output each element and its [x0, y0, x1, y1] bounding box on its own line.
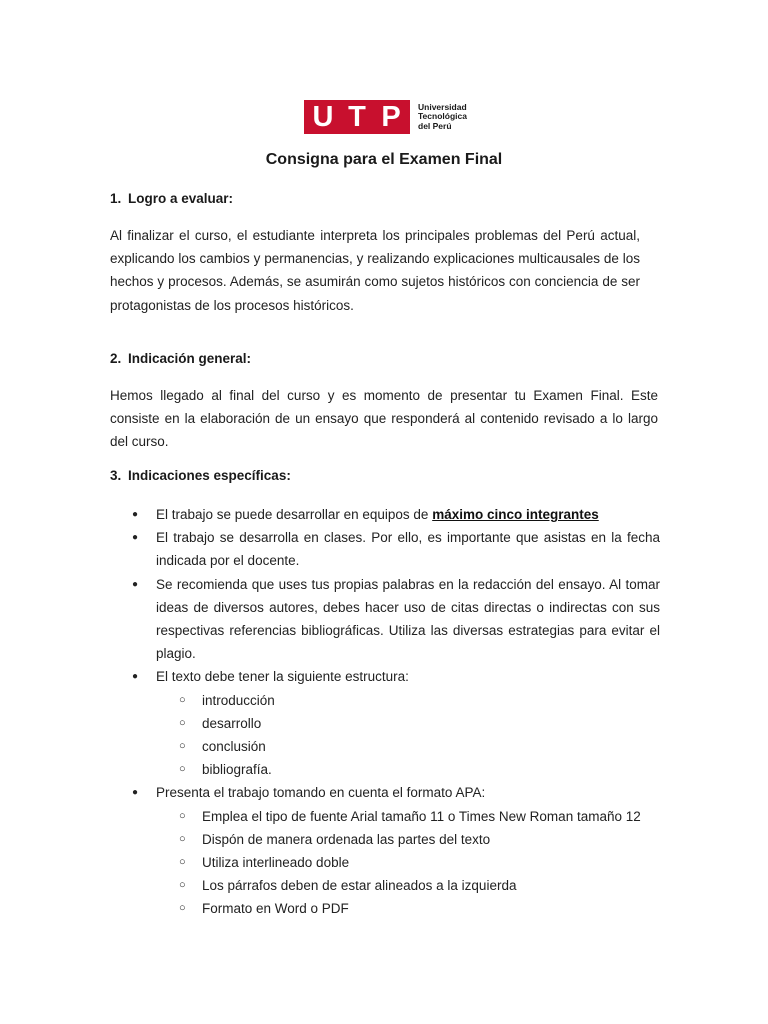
section-2-title: Indicación general: — [128, 351, 252, 366]
sub-list-item-text: conclusión — [202, 739, 266, 755]
bullet-icon: ● — [132, 671, 139, 683]
logo-line-3: del Perú — [418, 120, 452, 131]
circle-bullet-icon: ○ — [179, 763, 186, 776]
section-2-number: 2. — [110, 351, 122, 366]
logo-letter-p: P — [381, 101, 401, 133]
section-1-number: 1. — [110, 191, 122, 206]
sub-list-item-text: Utiliza interlineado doble — [202, 855, 350, 871]
section-3-number: 3. — [110, 468, 122, 483]
list-item — [110, 781, 660, 804]
logo-letter-t: T — [348, 101, 366, 133]
sub-list-item — [110, 828, 660, 851]
bullet-icon: ● — [132, 578, 139, 590]
section-3-heading — [110, 467, 291, 485]
section-2-paragraph: Hemos llegado al final del curso y es momento de presentar tu Examen Final. Este consiste en la elaboración de un ensayo que responderá al contenido revisado a lo largo del curso. — [110, 388, 658, 450]
circle-bullet-icon: ○ — [179, 902, 186, 915]
sub-list-item — [110, 689, 660, 712]
circle-bullet-icon: ○ — [179, 693, 186, 706]
sub-list-item — [110, 712, 660, 735]
list-item — [110, 573, 660, 666]
logo-letter-u: U — [312, 101, 334, 133]
utp-logo — [304, 100, 467, 134]
circle-bullet-icon: ○ — [179, 740, 186, 753]
list-item-text: Se recomienda que uses tus propias palabras en la redacción del ensayo. Al tomar ideas de diversos autores, debes hacer uso de citas directas o indirectas con sus respectivas referencias bibliográficas. Utiliza las diversas estrategias para evitar el plagio. — [156, 576, 660, 662]
list-item — [110, 665, 660, 688]
sub-list-item-text: bibliografía. — [202, 762, 272, 778]
logo-line-1: Universidad — [418, 101, 467, 112]
section-1-heading — [110, 190, 233, 208]
logo-wordmark — [418, 103, 467, 132]
list-item — [110, 503, 660, 526]
bullet-icon: ● — [132, 787, 139, 799]
sub-list-item-text: Dispón de manera ordenada las partes del texto — [202, 831, 491, 847]
list-item — [110, 526, 660, 572]
circle-bullet-icon: ○ — [179, 879, 186, 892]
circle-bullet-icon: ○ — [179, 716, 186, 729]
specific-instructions-list — [110, 503, 660, 921]
circle-bullet-icon: ○ — [179, 856, 186, 869]
sub-list-item — [110, 874, 660, 897]
list-item-text: El trabajo se puede desarrollar en equipos de — [156, 507, 433, 522]
logo-mark — [304, 100, 410, 134]
bullet-icon: ● — [132, 532, 139, 544]
sub-list-item-text: Formato en Word o PDF — [202, 901, 349, 917]
sub-list-item-text: Emplea el tipo de fuente Arial tamaño 11 o Times New Roman tamaño 12 — [202, 808, 641, 824]
sub-list-item — [110, 735, 660, 758]
sub-list-item — [110, 851, 660, 874]
section-3-title: Indicaciones específicas: — [128, 468, 291, 483]
page-title: Consigna para el Examen Final — [265, 151, 503, 168]
bullet-icon: ● — [132, 509, 139, 520]
circle-bullet-icon: ○ — [179, 809, 186, 822]
list-item-text: El texto debe tener la siguiente estructura: — [156, 669, 409, 685]
sub-list-item-text: introducción — [202, 692, 275, 708]
sub-list-item-text: Los párrafos deben de estar alineados a la izquierda — [202, 878, 517, 894]
circle-bullet-icon: ○ — [179, 832, 186, 845]
sub-list-item — [110, 805, 660, 828]
sub-list-item — [110, 758, 660, 781]
section-1-paragraph: Al finalizar el curso, el estudiante interpreta los principales problemas del Perú actual, explicando los cambios y permanencias, y realizando explicaciones multicausales de los hechos y procesos. Además, se asumirán como sujetos históricos con conciencia de ser protagonistas de los procesos históricos. — [110, 228, 640, 313]
list-item-text: Presenta el trabajo tomando en cuenta el formato APA: — [156, 785, 486, 801]
section-1-title: Logro a evaluar: — [128, 191, 234, 206]
list-item-text: El trabajo se desarrolla en clases. Por ello, es importante que asistas en la fecha indicada por el docente. — [156, 530, 660, 569]
logo-line-2: Tecnológica — [418, 111, 467, 122]
section-2-heading — [110, 350, 251, 368]
list-item-emphasis: máximo cinco integrantes — [432, 507, 599, 522]
sub-list-item — [110, 897, 660, 920]
sub-list-item-text: desarrollo — [202, 715, 262, 731]
